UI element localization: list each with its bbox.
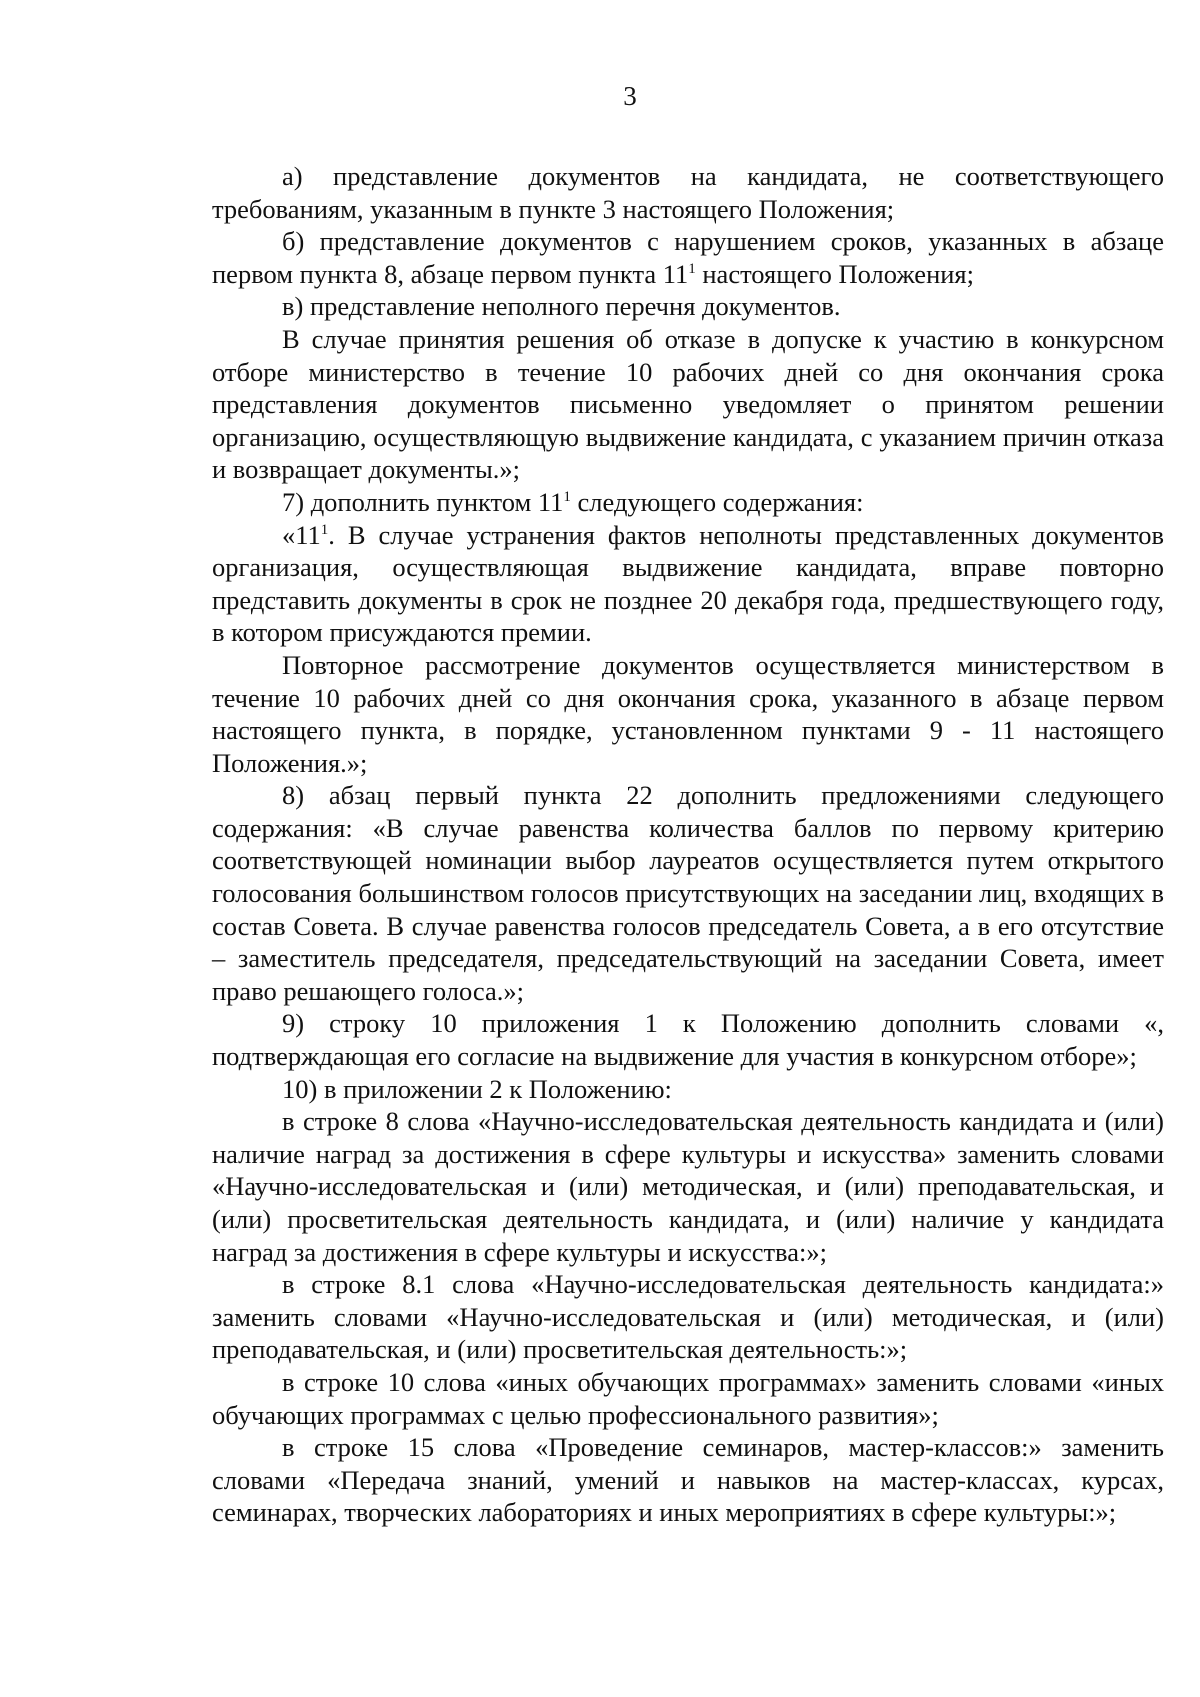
paragraph-item-8: 8) абзац первый пункта 22 дополнить предложениями следующего содержания: «В случае равенства количества баллов по первому критерию соответствующей номинации выбор лауреатов осуществляется путем открытого голосования большинством голосов присутствующих на заседании лиц, входящих в состав Совета. В случае равенства голосов председатель Совета, а в его отсутствие – заместитель председателя, председательствующий на заседании Совета, имеет право решающего голоса.»;	[212, 780, 1164, 1006]
paragraph-item-10: 10) в приложении 2 к Положению:	[282, 1073, 672, 1104]
paragraph-item-7-text-after: следующего содержания:	[570, 486, 864, 517]
paragraph-item-7-superscript: 1	[563, 489, 571, 506]
paragraph-refusal-notice: В случае принятия решения об отказе в допуске к участию в конкурсном отборе министерство в течение 10 рабочих дней со дня окончания срока представления документов письменно уведомляет о принятом решении организацию, осуществляющую выдвижение кандидата, с указанием причин отказа и возвращает документы.»;	[212, 323, 1164, 485]
paragraph-b	[212, 225, 1164, 290]
paragraph-point-11-1-superscript: 1	[320, 521, 329, 538]
document-body	[212, 160, 1164, 1529]
paragraph-v: в) представление неполного перечня документов.	[282, 291, 841, 322]
page-number: 3	[623, 81, 637, 111]
paragraph-b-text-after: настоящего Положения;	[695, 258, 974, 289]
paragraph-point-11-1	[212, 519, 1164, 649]
paragraph-item-7-text-before: 7) дополнить пунктом 11	[282, 486, 564, 517]
paragraph-point-11-1-text-after: . В случае устранения фактов неполноты представленных документов организация, осуществляющая выдвижение кандидата, вправе повторно представить документы в срок не позднее 20 декабря года, предшествующего году, в котором присуждаются премии.	[212, 519, 1164, 648]
paragraph-b-superscript: 1	[688, 260, 696, 277]
paragraph-b-text-before: б) представление документов с нарушением сроков, указанных в абзаце первом пункта 8, абзаце первом пункта 11	[212, 226, 1164, 289]
paragraph-review: Повторное рассмотрение документов осуществляется министерством в течение 10 рабочих дней со дня окончания срока, указанного в абзаце первом настоящего пункта, в порядке, установленном пунктами 9 - 11 настоящего Положения.»;	[212, 649, 1164, 778]
paragraph-a: а) представление документов на кандидата, не соответствующего требованиям, указанным в пункте 3 настоящего Положения;	[212, 161, 1164, 224]
paragraph-item-9: 9) строку 10 приложения 1 к Положению дополнить словами «, подтверждающая его согласие на выдвижение для участия в конкурсном отборе»;	[212, 1008, 1164, 1072]
paragraph-row-8-1: в строке 8.1 слова «Научно-исследовательская деятельность кандидата:» заменить словами «Научно-исследовательская и (или) методическая, и (или) преподавательская, и (или) просветительская деятельность:»;	[212, 1269, 1164, 1365]
paragraph-point-11-1-text-before: «11	[282, 519, 321, 550]
paragraph-row-10: в строке 10 слова «иных обучающих программах» заменить словами «иных обучающих программах с целью профессионального развития»;	[212, 1366, 1164, 1430]
paragraph-row-15: в строке 15 слова «Проведение семинаров, мастер-классов:» заменить словами «Передача знаний, умений и навыков на мастер-классах, курсах, семинарах, творческих лабораториях и иных мероприятиях в сфере культуры:»;	[212, 1432, 1164, 1528]
paragraph-item-7	[212, 486, 1164, 519]
paragraph-row-8: в строке 8 слова «Научно-исследовательская деятельность кандидата и (или) наличие наград за достижения в сфере культуры и искусства» заменить словами «Научно-исследовательская и (или) методическая, и (или) преподавательская, и (или) просветительская деятельность кандидата, и (или) наличие у кандидата наград за достижения в сфере культуры и искусства:»;	[212, 1106, 1164, 1267]
